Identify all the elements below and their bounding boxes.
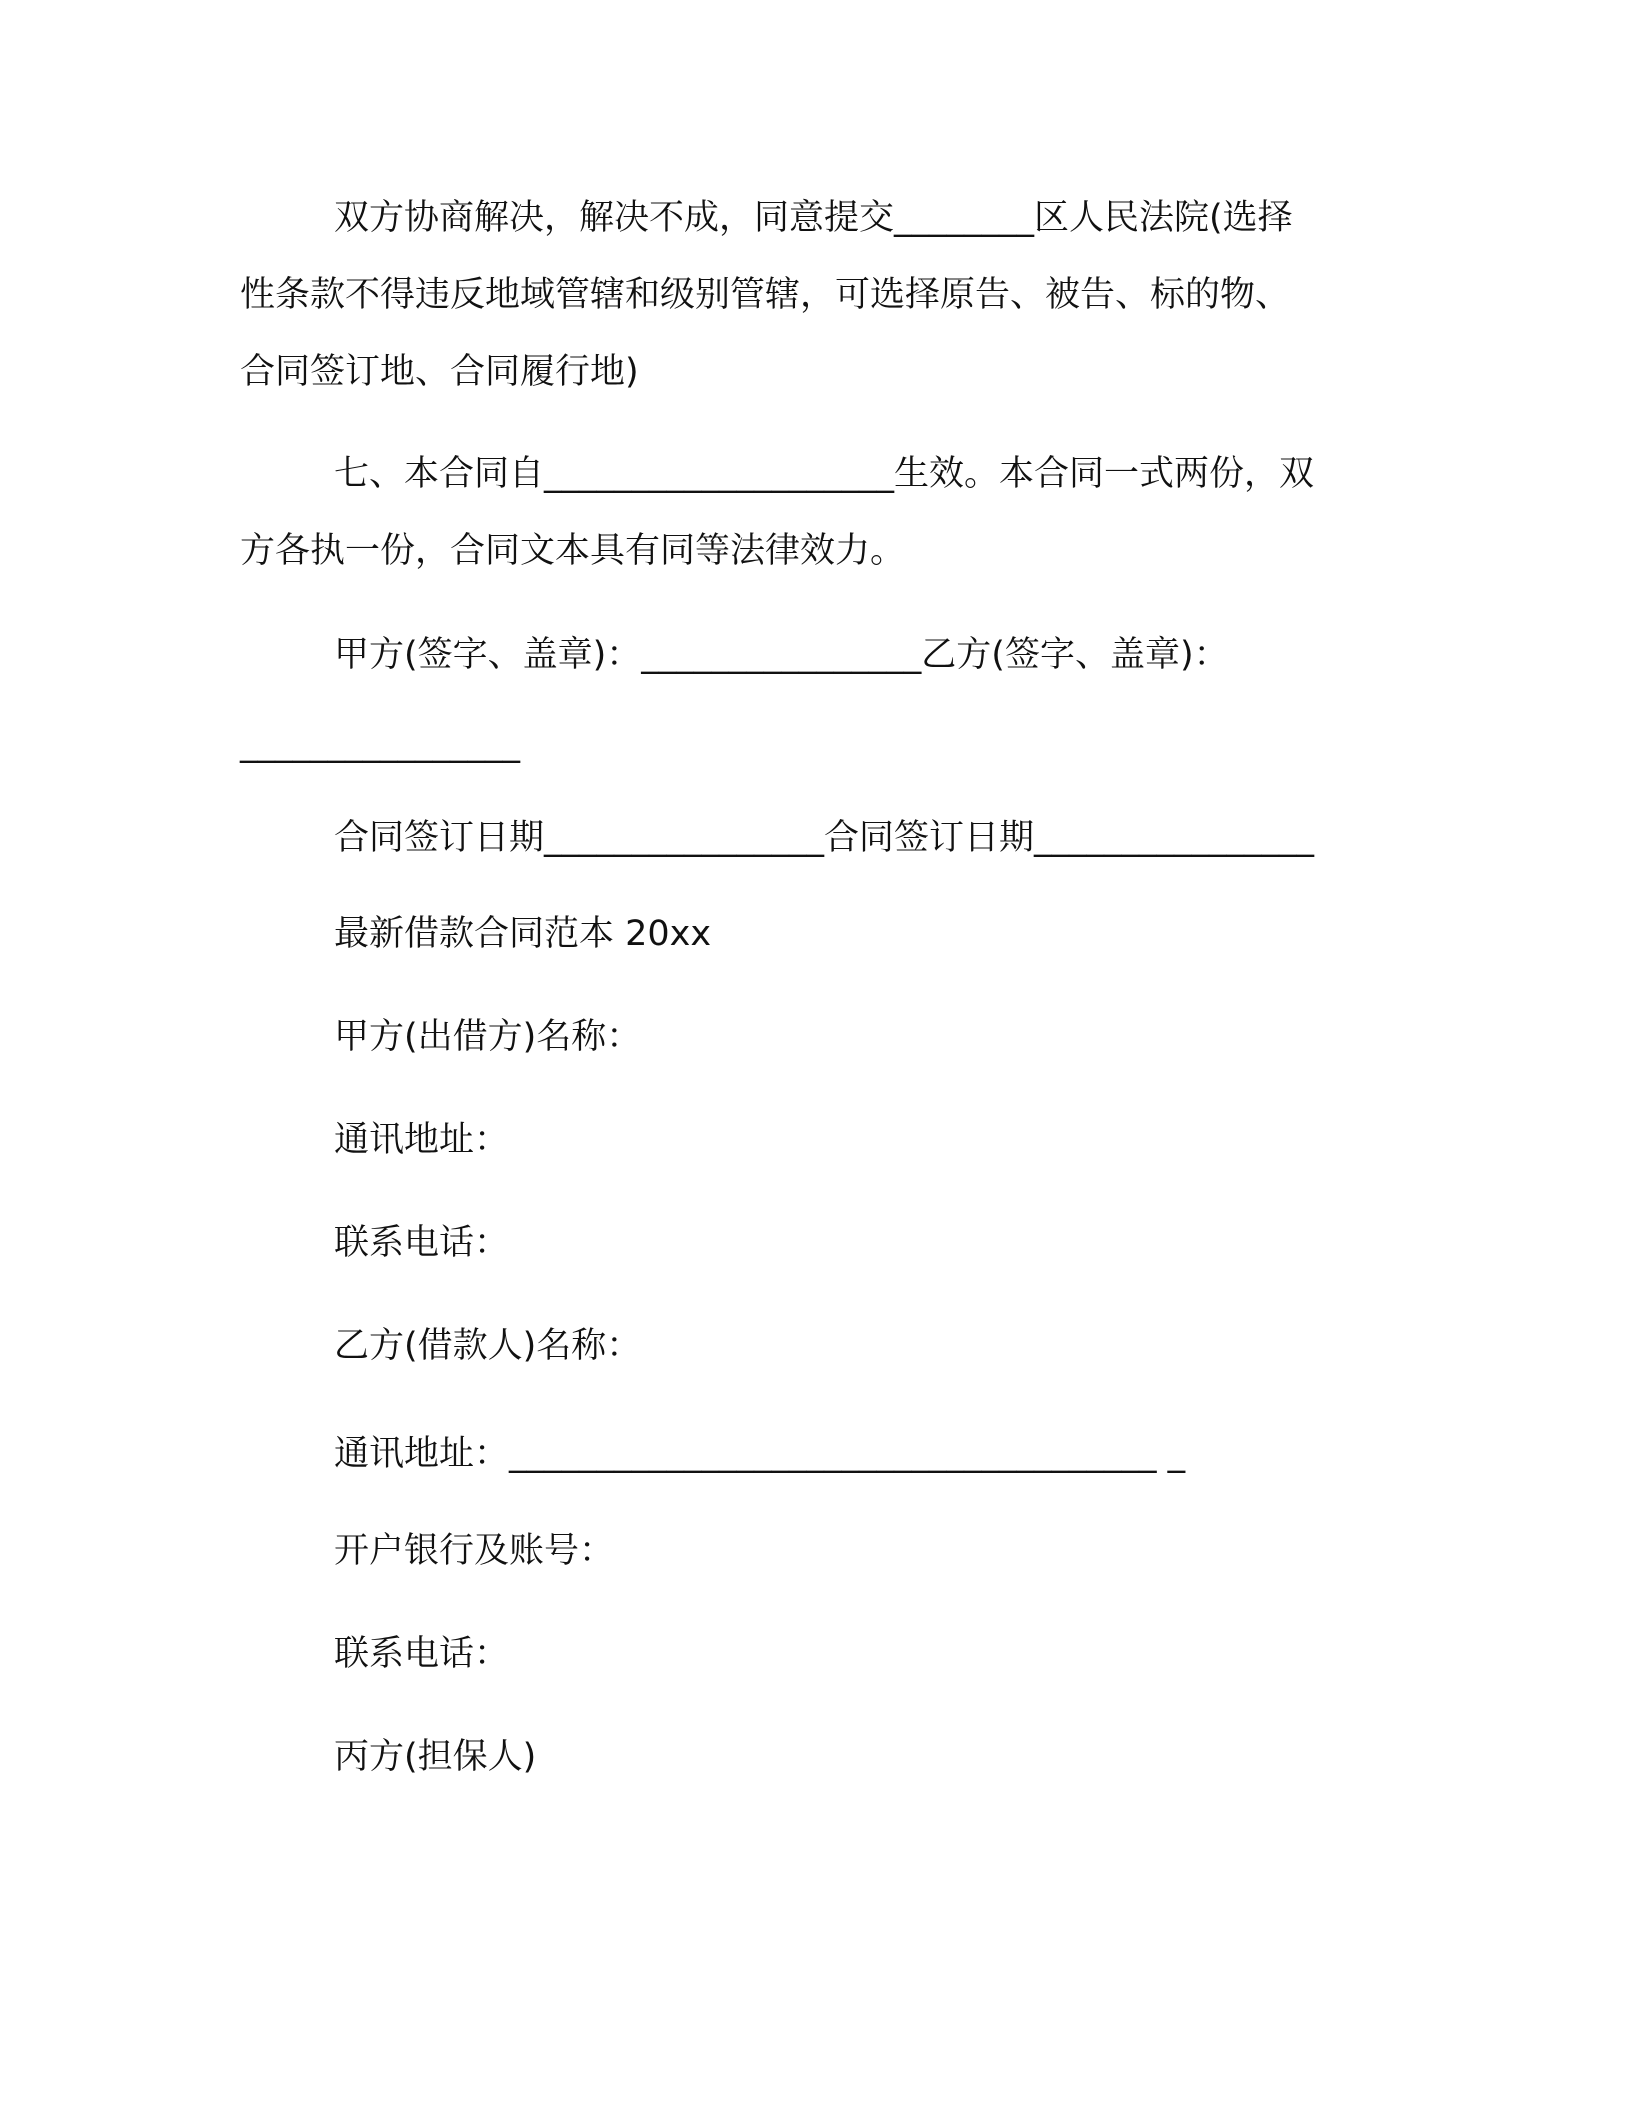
- party-b-phone: 联系电话：: [334, 1634, 510, 1674]
- party-b-name: 乙方(借款人)名称：: [334, 1326, 642, 1366]
- clause7-line-2: 方各执一份，合同文本具有同等法律效力。: [240, 531, 906, 571]
- party-c: 丙方(担保人): [334, 1737, 537, 1777]
- clause6-line-2: 性条款不得违反地域管辖和级别管辖，可选择原告、被告、标的物、: [240, 275, 1291, 315]
- signing-date-line: 合同签订日期________________合同签订日期________________: [334, 818, 1315, 858]
- party-b-address: 通讯地址：_____________________________________ _: [334, 1434, 1186, 1474]
- signature-line-2: ________________: [240, 724, 520, 764]
- clause6-line-3: 合同签订地、合同履行地): [240, 352, 639, 392]
- clause6-line-1: 双方协商解决，解决不成，同意提交________区人民法院(选择: [334, 198, 1293, 238]
- clause7-line-1: 七、本合同自____________________生效。本合同一式两份，双: [334, 454, 1315, 494]
- party-b-bank: 开户银行及账号：: [334, 1531, 615, 1571]
- template-title: 最新借款合同范本 20xx: [334, 914, 712, 954]
- party-a-phone: 联系电话：: [334, 1223, 510, 1263]
- party-a-name: 甲方(出借方)名称：: [334, 1017, 642, 1057]
- signature-line-1: 甲方(签字、盖章)：________________乙方(签字、盖章)：: [334, 635, 1229, 675]
- party-a-address: 通讯地址：: [334, 1120, 510, 1160]
